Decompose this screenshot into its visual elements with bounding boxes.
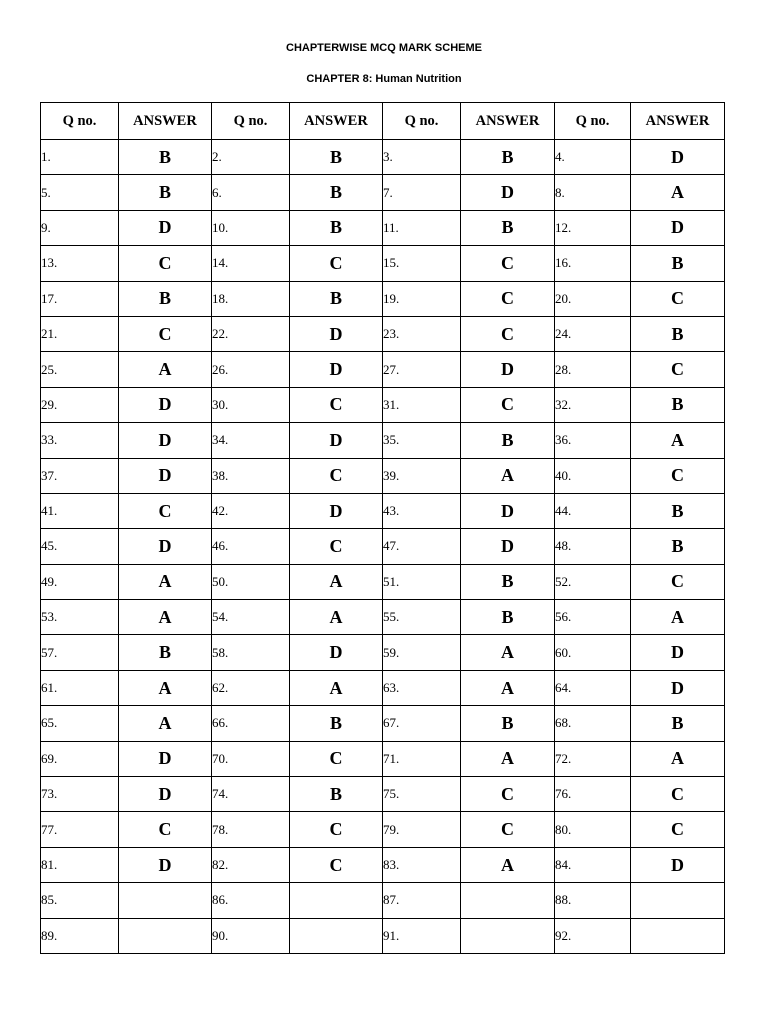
question-number: 92.: [555, 918, 631, 953]
question-number: 12.: [555, 210, 631, 245]
answer-cell: A: [461, 458, 555, 493]
table-row: [41, 493, 725, 528]
question-number: 80.: [555, 812, 631, 847]
answer-cell: A: [290, 600, 383, 635]
header-answer: ANSWER: [631, 103, 725, 140]
question-number: 73.: [41, 777, 119, 812]
question-number: 71.: [383, 741, 461, 776]
header-qno: Q no.: [383, 103, 461, 140]
answer-cell: [461, 918, 555, 953]
answer-cell: B: [290, 140, 383, 175]
answer-cell: D: [631, 210, 725, 245]
answer-cell: C: [461, 812, 555, 847]
question-number: 33.: [41, 423, 119, 458]
answer-cell: B: [461, 706, 555, 741]
answer-cell: D: [119, 741, 212, 776]
question-number: 56.: [555, 600, 631, 635]
question-number: 44.: [555, 493, 631, 528]
question-number: 52.: [555, 564, 631, 599]
question-number: 68.: [555, 706, 631, 741]
question-number: 28.: [555, 352, 631, 387]
answer-cell: C: [290, 529, 383, 564]
table-row: [41, 777, 725, 812]
question-number: 54.: [212, 600, 290, 635]
question-number: 47.: [383, 529, 461, 564]
question-number: 45.: [41, 529, 119, 564]
question-number: 11.: [383, 210, 461, 245]
answer-cell: D: [290, 352, 383, 387]
table-row: [41, 316, 725, 351]
table-row: [41, 387, 725, 422]
answer-cell: A: [461, 741, 555, 776]
answer-cell: A: [461, 847, 555, 882]
answer-cell: B: [290, 706, 383, 741]
answer-cell: D: [631, 847, 725, 882]
question-number: 87.: [383, 883, 461, 918]
table-row: [41, 706, 725, 741]
question-number: 67.: [383, 706, 461, 741]
question-number: 41.: [41, 493, 119, 528]
question-number: 37.: [41, 458, 119, 493]
answer-cell: C: [631, 458, 725, 493]
question-number: 30.: [212, 387, 290, 422]
question-number: 5.: [41, 175, 119, 210]
question-number: 3.: [383, 140, 461, 175]
answer-cell: B: [631, 706, 725, 741]
table-row: [41, 423, 725, 458]
answer-cell: D: [119, 529, 212, 564]
answer-cell: B: [631, 529, 725, 564]
question-number: 50.: [212, 564, 290, 599]
answer-cell: D: [461, 352, 555, 387]
answer-cell: B: [119, 635, 212, 670]
table-row: [41, 140, 725, 175]
question-number: 88.: [555, 883, 631, 918]
answer-cell: B: [631, 493, 725, 528]
answer-cell: B: [461, 140, 555, 175]
question-number: 81.: [41, 847, 119, 882]
document-title: CHAPTERWISE MCQ MARK SCHEME: [286, 42, 482, 54]
answer-cell: B: [631, 246, 725, 281]
question-number: 48.: [555, 529, 631, 564]
table-row: [41, 847, 725, 882]
question-number: 60.: [555, 635, 631, 670]
question-number: 66.: [212, 706, 290, 741]
question-number: 90.: [212, 918, 290, 953]
answer-cell: C: [631, 777, 725, 812]
table-row: [41, 281, 725, 316]
question-number: 51.: [383, 564, 461, 599]
question-number: 25.: [41, 352, 119, 387]
answer-cell: B: [290, 175, 383, 210]
question-number: 75.: [383, 777, 461, 812]
answer-cell: D: [631, 140, 725, 175]
answer-cell: [290, 918, 383, 953]
chapter-subtitle: CHAPTER 8: Human Nutrition: [306, 73, 462, 85]
table-row: [41, 670, 725, 705]
question-number: 91.: [383, 918, 461, 953]
answer-cell: B: [461, 600, 555, 635]
table-row: [41, 635, 725, 670]
question-number: 36.: [555, 423, 631, 458]
answer-cell: C: [119, 812, 212, 847]
answer-cell: B: [290, 777, 383, 812]
answer-cell: D: [461, 175, 555, 210]
answer-cell: C: [461, 281, 555, 316]
answer-cell: C: [461, 246, 555, 281]
question-number: 85.: [41, 883, 119, 918]
answer-cell: D: [119, 458, 212, 493]
question-number: 6.: [212, 175, 290, 210]
mark-scheme-table: [40, 102, 725, 954]
answer-cell: A: [631, 600, 725, 635]
question-number: 24.: [555, 316, 631, 351]
table-row: [41, 175, 725, 210]
table-row: [41, 918, 725, 953]
question-number: 35.: [383, 423, 461, 458]
answer-cell: A: [461, 670, 555, 705]
table-row: [41, 883, 725, 918]
answer-cell: D: [119, 777, 212, 812]
answer-cell: D: [119, 387, 212, 422]
answer-cell: C: [290, 387, 383, 422]
question-number: 9.: [41, 210, 119, 245]
question-number: 34.: [212, 423, 290, 458]
header-qno: Q no.: [41, 103, 119, 140]
answer-cell: D: [119, 847, 212, 882]
question-number: 21.: [41, 316, 119, 351]
question-number: 26.: [212, 352, 290, 387]
answer-cell: [119, 918, 212, 953]
question-number: 39.: [383, 458, 461, 493]
answer-cell: A: [290, 670, 383, 705]
table-row: [41, 458, 725, 493]
question-number: 62.: [212, 670, 290, 705]
header-answer: ANSWER: [119, 103, 212, 140]
question-number: 65.: [41, 706, 119, 741]
table-row: [41, 210, 725, 245]
question-number: 53.: [41, 600, 119, 635]
question-number: 32.: [555, 387, 631, 422]
answer-cell: C: [461, 387, 555, 422]
question-number: 58.: [212, 635, 290, 670]
answer-cell: C: [119, 493, 212, 528]
table-row: [41, 529, 725, 564]
answer-cell: C: [290, 741, 383, 776]
question-number: 29.: [41, 387, 119, 422]
answer-cell: B: [290, 210, 383, 245]
answer-cell: [461, 883, 555, 918]
answer-cell: C: [631, 564, 725, 599]
table-row: [41, 564, 725, 599]
answer-cell: A: [119, 600, 212, 635]
answer-cell: B: [119, 140, 212, 175]
answer-cell: D: [119, 423, 212, 458]
question-number: 4.: [555, 140, 631, 175]
question-number: 55.: [383, 600, 461, 635]
question-number: 17.: [41, 281, 119, 316]
answer-cell: B: [631, 316, 725, 351]
answer-cell: D: [290, 493, 383, 528]
question-number: 15.: [383, 246, 461, 281]
question-number: 83.: [383, 847, 461, 882]
answer-cell: [631, 918, 725, 953]
question-number: 69.: [41, 741, 119, 776]
question-number: 59.: [383, 635, 461, 670]
question-number: 46.: [212, 529, 290, 564]
header-qno: Q no.: [555, 103, 631, 140]
answer-cell: A: [290, 564, 383, 599]
table-row: [41, 741, 725, 776]
answer-cell: [631, 883, 725, 918]
answer-cell: C: [631, 812, 725, 847]
answer-cell: C: [631, 281, 725, 316]
answer-cell: C: [119, 316, 212, 351]
answer-cell: D: [631, 670, 725, 705]
answer-cell: B: [290, 281, 383, 316]
answer-cell: B: [461, 210, 555, 245]
header-answer: ANSWER: [290, 103, 383, 140]
table-row: [41, 246, 725, 281]
question-number: 23.: [383, 316, 461, 351]
question-number: 42.: [212, 493, 290, 528]
header-row: [41, 103, 725, 140]
answer-cell: A: [461, 635, 555, 670]
question-number: 89.: [41, 918, 119, 953]
question-number: 8.: [555, 175, 631, 210]
question-number: 72.: [555, 741, 631, 776]
question-number: 10.: [212, 210, 290, 245]
question-number: 38.: [212, 458, 290, 493]
answer-cell: A: [119, 706, 212, 741]
header-answer: ANSWER: [461, 103, 555, 140]
answer-cell: D: [290, 635, 383, 670]
answer-cell: D: [631, 635, 725, 670]
question-number: 22.: [212, 316, 290, 351]
answer-cell: [119, 883, 212, 918]
question-number: 13.: [41, 246, 119, 281]
question-number: 19.: [383, 281, 461, 316]
question-number: 84.: [555, 847, 631, 882]
answer-cell: A: [631, 423, 725, 458]
question-number: 40.: [555, 458, 631, 493]
answer-cell: B: [461, 423, 555, 458]
answer-cell: B: [119, 281, 212, 316]
answer-cell: D: [461, 529, 555, 564]
question-number: 14.: [212, 246, 290, 281]
question-number: 20.: [555, 281, 631, 316]
question-number: 31.: [383, 387, 461, 422]
answer-cell: A: [631, 175, 725, 210]
question-number: 63.: [383, 670, 461, 705]
answer-cell: C: [290, 246, 383, 281]
answer-cell: C: [290, 812, 383, 847]
answer-cell: [290, 883, 383, 918]
question-number: 76.: [555, 777, 631, 812]
question-number: 1.: [41, 140, 119, 175]
answer-cell: A: [119, 352, 212, 387]
answer-cell: B: [461, 564, 555, 599]
answer-cell: C: [290, 847, 383, 882]
question-number: 77.: [41, 812, 119, 847]
answer-cell: C: [461, 777, 555, 812]
answer-cell: A: [119, 564, 212, 599]
answer-cell: B: [119, 175, 212, 210]
question-number: 7.: [383, 175, 461, 210]
answer-cell: B: [631, 387, 725, 422]
answer-cell: C: [631, 352, 725, 387]
question-number: 74.: [212, 777, 290, 812]
answer-cell: D: [290, 316, 383, 351]
answer-cell: C: [119, 246, 212, 281]
question-number: 79.: [383, 812, 461, 847]
question-number: 27.: [383, 352, 461, 387]
answer-cell: A: [631, 741, 725, 776]
question-number: 43.: [383, 493, 461, 528]
question-number: 82.: [212, 847, 290, 882]
answer-cell: C: [290, 458, 383, 493]
question-number: 18.: [212, 281, 290, 316]
question-number: 57.: [41, 635, 119, 670]
question-number: 49.: [41, 564, 119, 599]
header-qno: Q no.: [212, 103, 290, 140]
table-row: [41, 600, 725, 635]
answer-cell: D: [119, 210, 212, 245]
answer-cell: C: [461, 316, 555, 351]
question-number: 86.: [212, 883, 290, 918]
answer-cell: D: [290, 423, 383, 458]
table-row: [41, 812, 725, 847]
question-number: 64.: [555, 670, 631, 705]
question-number: 78.: [212, 812, 290, 847]
answer-cell: D: [461, 493, 555, 528]
question-number: 61.: [41, 670, 119, 705]
answer-cell: A: [119, 670, 212, 705]
question-number: 70.: [212, 741, 290, 776]
question-number: 16.: [555, 246, 631, 281]
table-row: [41, 352, 725, 387]
question-number: 2.: [212, 140, 290, 175]
